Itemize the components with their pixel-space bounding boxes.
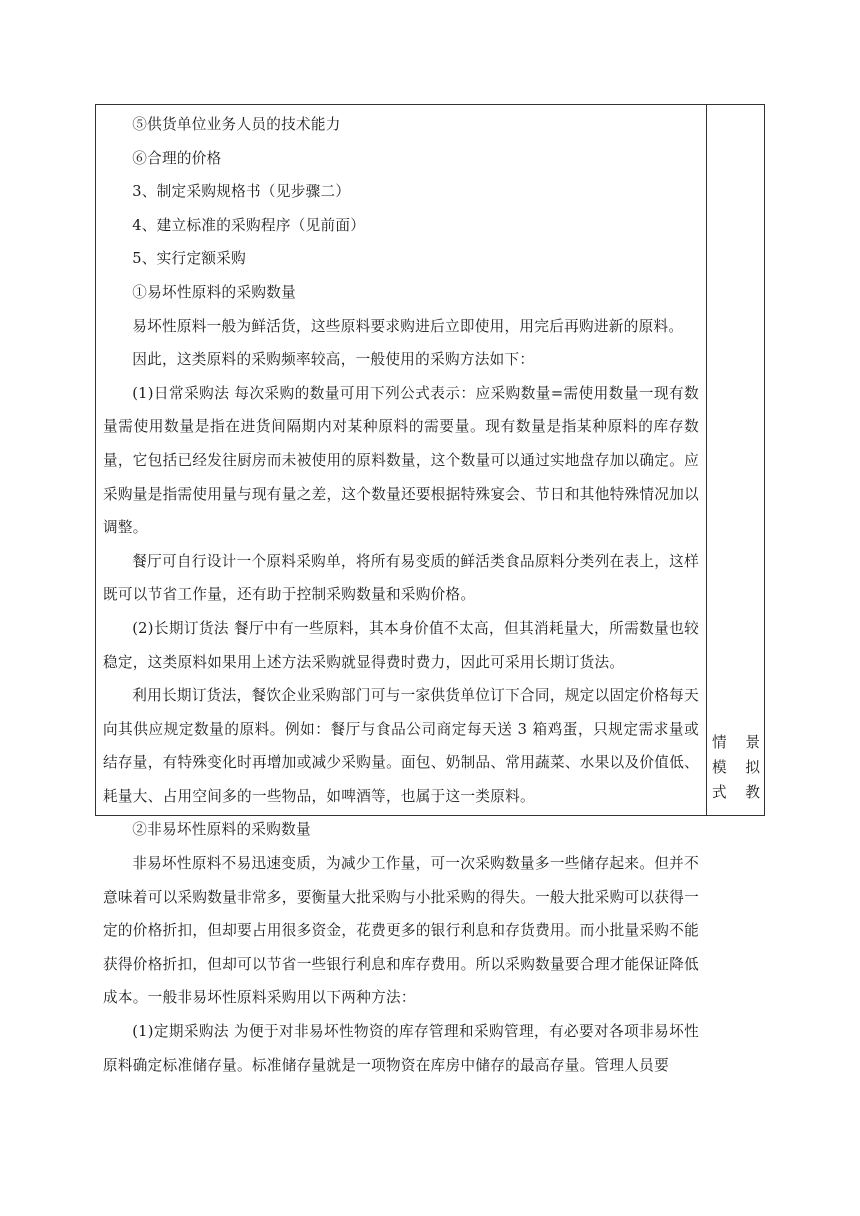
paragraph: 4、建立标准的采购程序（见前面） xyxy=(132,216,366,234)
paragraph: (1)日常采购法 每次采购的数量可用下列公式表示：应采购数量=需使用数量一现有数量需使用数量是指在进货间隔期内对某种原料的需要量。现有数量是指某种原料的库存数量，它包括已经发往厨房而未被使用的原料数量，这个数量可以通过实地盘存加以确定。应采购量是指需使用量与现有量之差，这个数量还要根据特殊宴会、节日和其他特殊情况加以调整。 xyxy=(103,384,699,537)
paragraph: ⑥合理的价格 xyxy=(132,149,222,167)
side-label-line xyxy=(712,780,760,805)
paragraph: 餐厅可自行设计一个原料采购单，将所有易变质的鲜活类食品原料分类列在表上，这样既可以节省工作量，还有助于控制采购数量和采购价格。 xyxy=(103,552,699,604)
paragraph: (1)定期采购法 为便于对非易坏性物资的库存管理和采购管理，有必要对各项非易坏性原料确定标准储存量。标准储存量就是一项物资在库房中储存的最高存量。管理人员要 xyxy=(103,1023,699,1074)
side-label-char: 式 xyxy=(712,784,727,801)
side-label-line xyxy=(712,755,760,780)
column-divider xyxy=(706,104,707,816)
side-label-char: 拟 xyxy=(745,759,760,776)
paragraph: 5、实行定额采购 xyxy=(132,250,247,268)
paragraph: 利用长期订货法，餐饮企业采购部门可与一家供货单位订下合同，规定以固定价格每天向其供应规定数量的原料。例如：餐厅与食品公司商定每天送 3 箱鸡蛋，只规定需求量或结存量，有特殊变化时再增加或减少采购量。面包、奶制品、常用蔬菜、水果以及价值低、耗量大、占用空间多的一些物品，如啤酒等，也属于这一类原料。 xyxy=(103,687,699,805)
side-label-char: 模 xyxy=(712,759,727,776)
paragraph: ①易坏性原料的采购数量 xyxy=(132,283,297,301)
paragraph: (2)长期订货法 餐厅中有一些原料，其本身价值不太高，但其消耗量大，所需数量也较稳定，这类原料如果用上述方法采购就显得费时费力，因此可采用长期订货法。 xyxy=(103,619,699,671)
paragraph: 3、制定采购规格书（见步骤二） xyxy=(132,183,351,201)
paragraph: ②非易坏性原料的采购数量 xyxy=(132,821,311,839)
side-label-char: 教 xyxy=(745,784,760,801)
paragraph: 因此，这类原料的采购频率较高，一般使用的采购方法如下： xyxy=(132,351,535,369)
paragraph: ⑤供货单位业务人员的技术能力 xyxy=(132,116,341,133)
main-content-cell xyxy=(103,108,699,1082)
side-label-char: 情 xyxy=(712,734,727,751)
side-label-line xyxy=(712,730,760,755)
paragraph: 易坏性原料一般为鲜活货，这些原料要求购进后立即使用，用完后再购进新的原料。 xyxy=(132,317,684,335)
side-label-cell xyxy=(712,730,760,805)
paragraph: 非易坏性原料不易迅速变质，为减少工作量，可一次采购数量多一些储存起来。但并不意味着可以采购数量非常多，要衡量大批采购与小批采购的得失。一般大批采购可以获得一定的价格折扣，但却要占用很多资金，花费更多的银行利息和存货费用。而小批量采购不能获得价格折扣，但却可以节省一些银行利息和库存费用。所以采购数量要合理才能保证降低成本。一般非易坏性原料采购用以下两种方法： xyxy=(103,855,699,1007)
side-label-char: 景 xyxy=(745,734,760,751)
